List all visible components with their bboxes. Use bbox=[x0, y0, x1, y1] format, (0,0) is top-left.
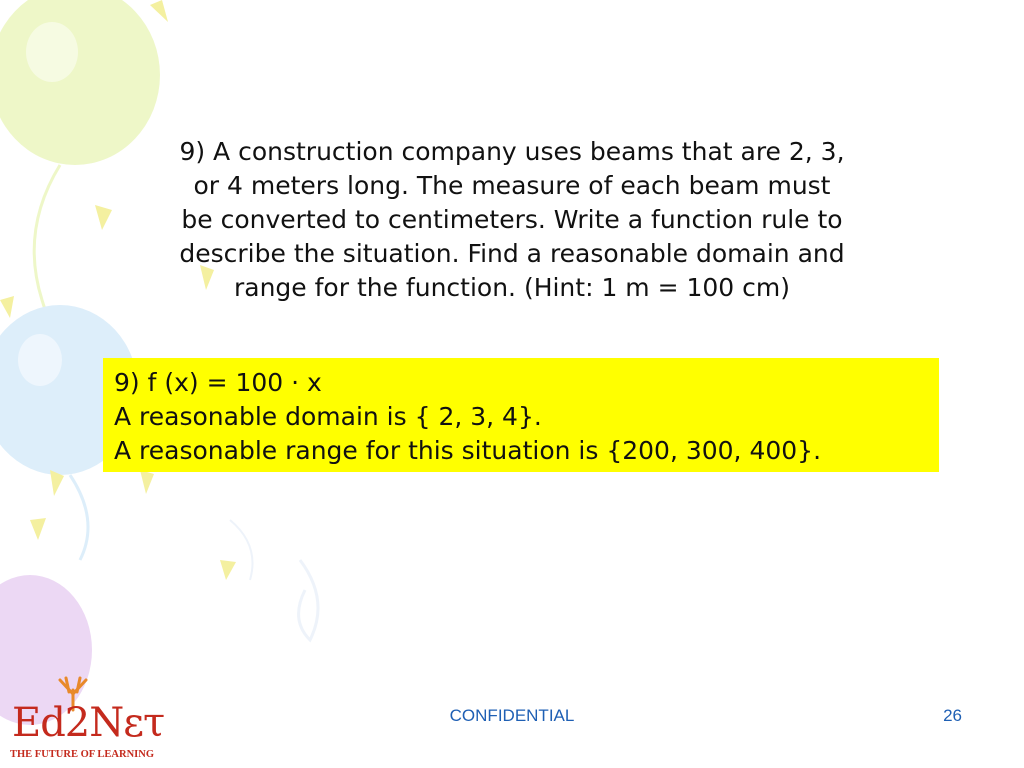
footer-confidential: CONFIDENTIAL bbox=[449, 706, 575, 725]
logo-wordmark: Ed2Nετ bbox=[12, 700, 165, 746]
spiral-swirl bbox=[299, 560, 318, 640]
question-line: or 4 meters long. The measure of each beam must bbox=[193, 171, 831, 200]
answer-range: A reasonable range for this situation is {200, 300, 400}. bbox=[114, 436, 822, 465]
question-line: 9) A construction company uses beams that are 2, 3, bbox=[179, 137, 845, 166]
answer-domain: A reasonable domain is { 2, 3, 4}. bbox=[114, 402, 542, 431]
logo-tagline: THE FUTURE OF LEARNING bbox=[10, 749, 155, 760]
answer-highlight-box bbox=[103, 358, 939, 472]
answer-function-rule: 9) f (x) = 100 · x bbox=[114, 368, 322, 397]
question-line: describe the situation. Find a reasonable domain and bbox=[179, 239, 845, 268]
ed2net-logo bbox=[8, 676, 178, 764]
question-text bbox=[120, 135, 904, 305]
question-line: range for the function. (Hint: 1 m = 100 cm) bbox=[233, 273, 791, 302]
blue-balloon-string bbox=[70, 475, 88, 560]
question-line: be converted to centimeters. Write a function rule to bbox=[181, 205, 843, 234]
page-number: 26 bbox=[943, 706, 962, 725]
